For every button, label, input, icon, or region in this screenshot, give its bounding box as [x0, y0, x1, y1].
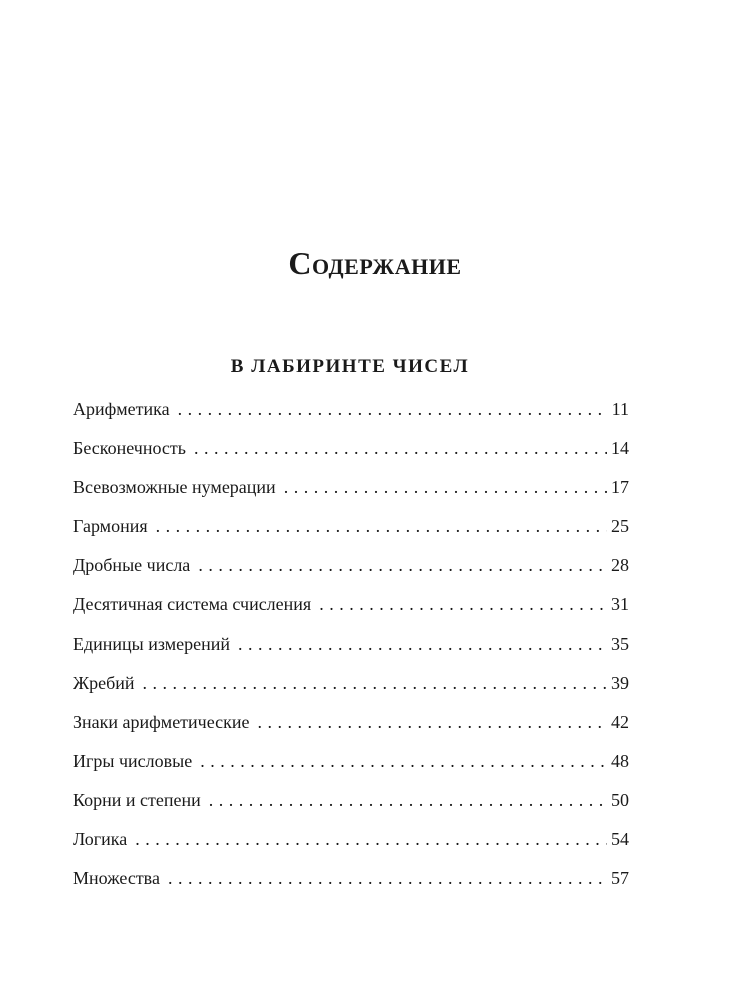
- toc-dot-leader: [238, 626, 607, 662]
- toc-entry-title: Дробные числа: [73, 555, 191, 576]
- toc-entry-title: Бесконечность: [73, 438, 186, 459]
- toc-entry-page: 17: [611, 477, 629, 498]
- section-title: В ЛАБИРИНТЕ ЧИСЕЛ: [230, 356, 470, 377]
- toc-entry-page: 57: [611, 868, 629, 889]
- toc-entry-title: Арифметика: [73, 399, 170, 419]
- toc-dot-leader: [143, 665, 607, 701]
- toc-entry[interactable]: [73, 782, 629, 821]
- page-title: Содержание: [288, 245, 462, 281]
- toc-dot-leader: [198, 547, 607, 583]
- toc-entry-title: Жребий: [73, 672, 135, 693]
- table-of-contents: [73, 391, 629, 899]
- toc-entry[interactable]: [73, 508, 629, 547]
- toc-entry-page: 25: [611, 516, 629, 537]
- toc-entry-page: 50: [611, 789, 629, 810]
- toc-entry[interactable]: [73, 665, 629, 704]
- toc-entry[interactable]: [73, 743, 629, 782]
- toc-entry[interactable]: [73, 430, 629, 469]
- toc-dot-leader: [200, 743, 607, 779]
- toc-entry-page: 35: [611, 633, 629, 654]
- toc-entry-page: 14: [611, 438, 629, 459]
- toc-dot-leader: [178, 391, 608, 427]
- toc-entry-title: Единицы измерений: [73, 633, 231, 654]
- toc-dot-leader: [156, 508, 607, 544]
- toc-entry-title: Множества: [73, 868, 160, 889]
- toc-dot-leader: [194, 430, 607, 466]
- toc-entry[interactable]: [73, 469, 629, 508]
- toc-entry[interactable]: [73, 391, 629, 430]
- toc-dot-leader: [258, 704, 607, 740]
- toc-entry-page: 48: [611, 750, 629, 771]
- toc-dot-leader: [168, 860, 607, 896]
- toc-entry-page: 31: [611, 594, 629, 615]
- toc-entry-page: 42: [611, 711, 629, 732]
- toc-entry[interactable]: [73, 704, 629, 743]
- toc-entry-title: Всевозможные нумерации: [73, 477, 276, 498]
- toc-dot-leader: [209, 782, 607, 818]
- toc-dot-leader: [284, 469, 607, 505]
- toc-entry-title: Логика: [73, 829, 128, 850]
- toc-dot-leader: [135, 821, 607, 857]
- toc-entry-title: Знаки арифметические: [73, 711, 250, 732]
- toc-entry-page: 39: [611, 672, 629, 693]
- toc-entry[interactable]: [73, 860, 629, 899]
- toc-entry-page: 11: [611, 399, 629, 419]
- toc-entry-page: 28: [611, 555, 629, 576]
- toc-entry[interactable]: [73, 821, 629, 860]
- toc-entry[interactable]: [73, 586, 629, 625]
- toc-entry-title: Гармония: [73, 516, 148, 537]
- toc-entry-title: Десятичная система счисления: [73, 594, 312, 615]
- toc-entry-page: 54: [611, 829, 629, 850]
- toc-dot-leader: [319, 586, 607, 622]
- toc-entry-title: Корни и степени: [73, 789, 201, 810]
- toc-entry-title: Игры числовые: [73, 750, 193, 771]
- toc-entry[interactable]: [73, 626, 629, 665]
- toc-entry[interactable]: [73, 547, 629, 586]
